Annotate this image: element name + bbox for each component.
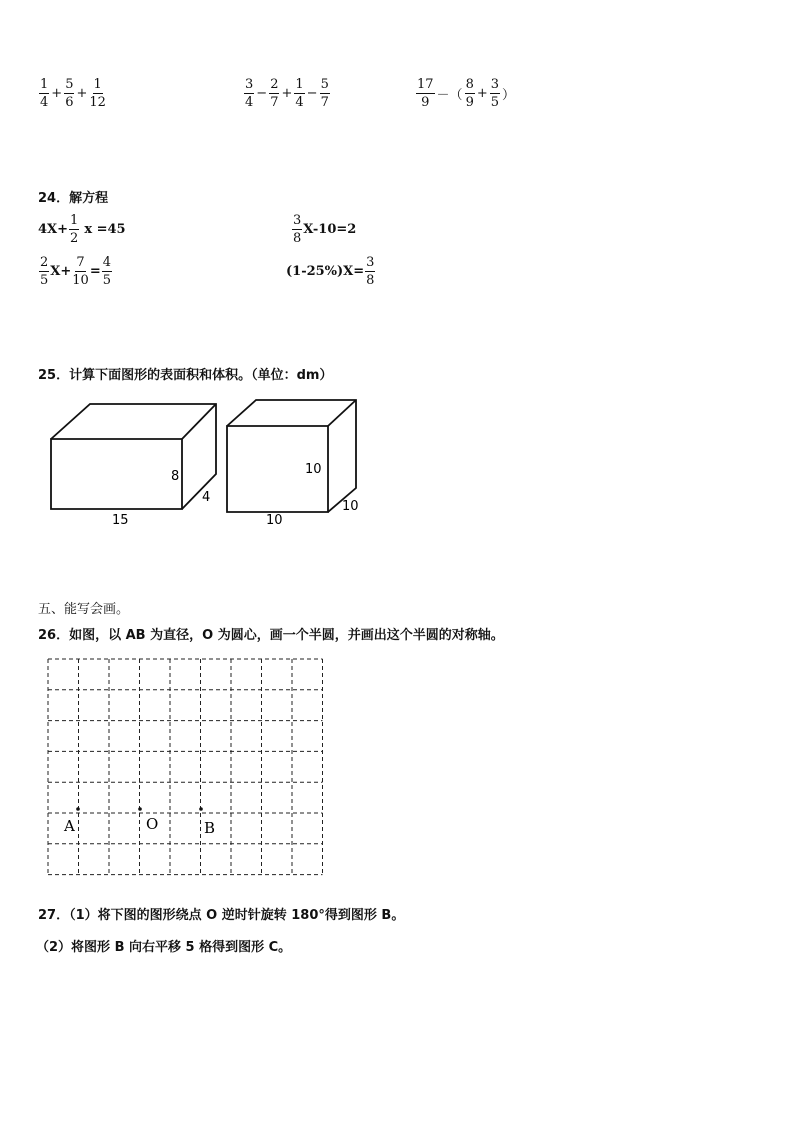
- dashed-grid: [44, 655, 329, 877]
- grid-lines: [48, 659, 323, 875]
- expression-2: $\frac{3}{4}$ − $\frac{2}{7}$ + $\frac{1}{4}$ − $\frac{5}{7}$: [245, 77, 329, 110]
- point-o: [138, 807, 142, 811]
- point-o-label: O: [146, 815, 159, 833]
- question-27-part-1: 27．（1）将下图的图形绕点 O 逆时针旋转 180°得到图形 B。: [38, 908, 405, 923]
- cuboid-2-height-label: 10: [305, 462, 322, 477]
- fraction: $\frac{1}{2}$: [70, 213, 79, 246]
- fraction: $\frac{3}{8}$: [366, 255, 375, 288]
- fraction: $\frac{5}{7}$: [320, 77, 329, 110]
- question-24-title: 24．解方程: [38, 191, 109, 206]
- cuboid-1-length-label: 15: [112, 513, 129, 528]
- equation-3: $\frac{2}{5}$ X+ $\frac{7}{10}$ = $\frac{4}{5}$: [40, 255, 111, 288]
- question-26-title: 26．如图，以 AB 为直径，O 为圆心，画一个半圆，并画出这个半圆的对称轴。: [38, 628, 504, 643]
- fraction: $\frac{1}{12}$: [89, 77, 106, 110]
- equation-4: (1-25%)X= $\frac{3}{8}$: [286, 255, 375, 288]
- fraction: $\frac{7}{10}$: [72, 255, 89, 288]
- fraction: $\frac{3}{8}$: [293, 213, 302, 246]
- equation-2: $\frac{3}{8}$ X-10=2: [293, 213, 357, 246]
- cuboid-1-depth-label: 4: [202, 490, 211, 505]
- fraction: $\frac{1}{4}$: [40, 77, 49, 110]
- fraction: $\frac{8}{9}$: [465, 77, 474, 110]
- section-5-heading: 五、能写会画。: [38, 602, 130, 617]
- point-a-label: A: [64, 817, 75, 835]
- point-b-label: B: [204, 819, 216, 837]
- cuboid-2: [227, 400, 356, 512]
- fraction: $\frac{2}{7}$: [270, 77, 279, 110]
- fraction: $\frac{5}{6}$: [65, 77, 74, 110]
- cuboid-2-depth-label: 10: [342, 499, 359, 514]
- equation-1: 4X+ $\frac{1}{2}$ x =45: [38, 213, 126, 246]
- fraction: $\frac{17}{9}$: [417, 77, 434, 110]
- cuboid-1: [51, 404, 216, 509]
- fraction: $\frac{3}{5}$: [490, 77, 500, 110]
- cuboid-figures: [40, 390, 370, 530]
- point-a: [76, 807, 80, 811]
- fraction: $\frac{3}{4}$: [245, 77, 254, 110]
- cuboid-1-height-label: 8: [171, 469, 180, 484]
- cuboid-2-length-label: 10: [266, 513, 283, 528]
- question-25-title: 25．计算下面图形的表面积和体积。（单位：dm）: [38, 368, 333, 383]
- fraction: $\frac{4}{5}$: [102, 255, 111, 288]
- fraction: $\frac{2}{5}$: [40, 255, 49, 288]
- expression-3: $\frac{17}{9}$ －（ $\frac{8}{9}$ + $\frac{3}{5}$ ）: [417, 77, 516, 110]
- point-b: [199, 807, 203, 811]
- expression-1: $\frac{1}{4}$ + $\frac{5}{6}$ + $\frac{1}{12}$: [40, 77, 106, 110]
- question-27-part-2: （2）将图形 B 向右平移 5 格得到图形 C。: [36, 940, 292, 955]
- fraction: $\frac{1}{4}$: [295, 77, 304, 110]
